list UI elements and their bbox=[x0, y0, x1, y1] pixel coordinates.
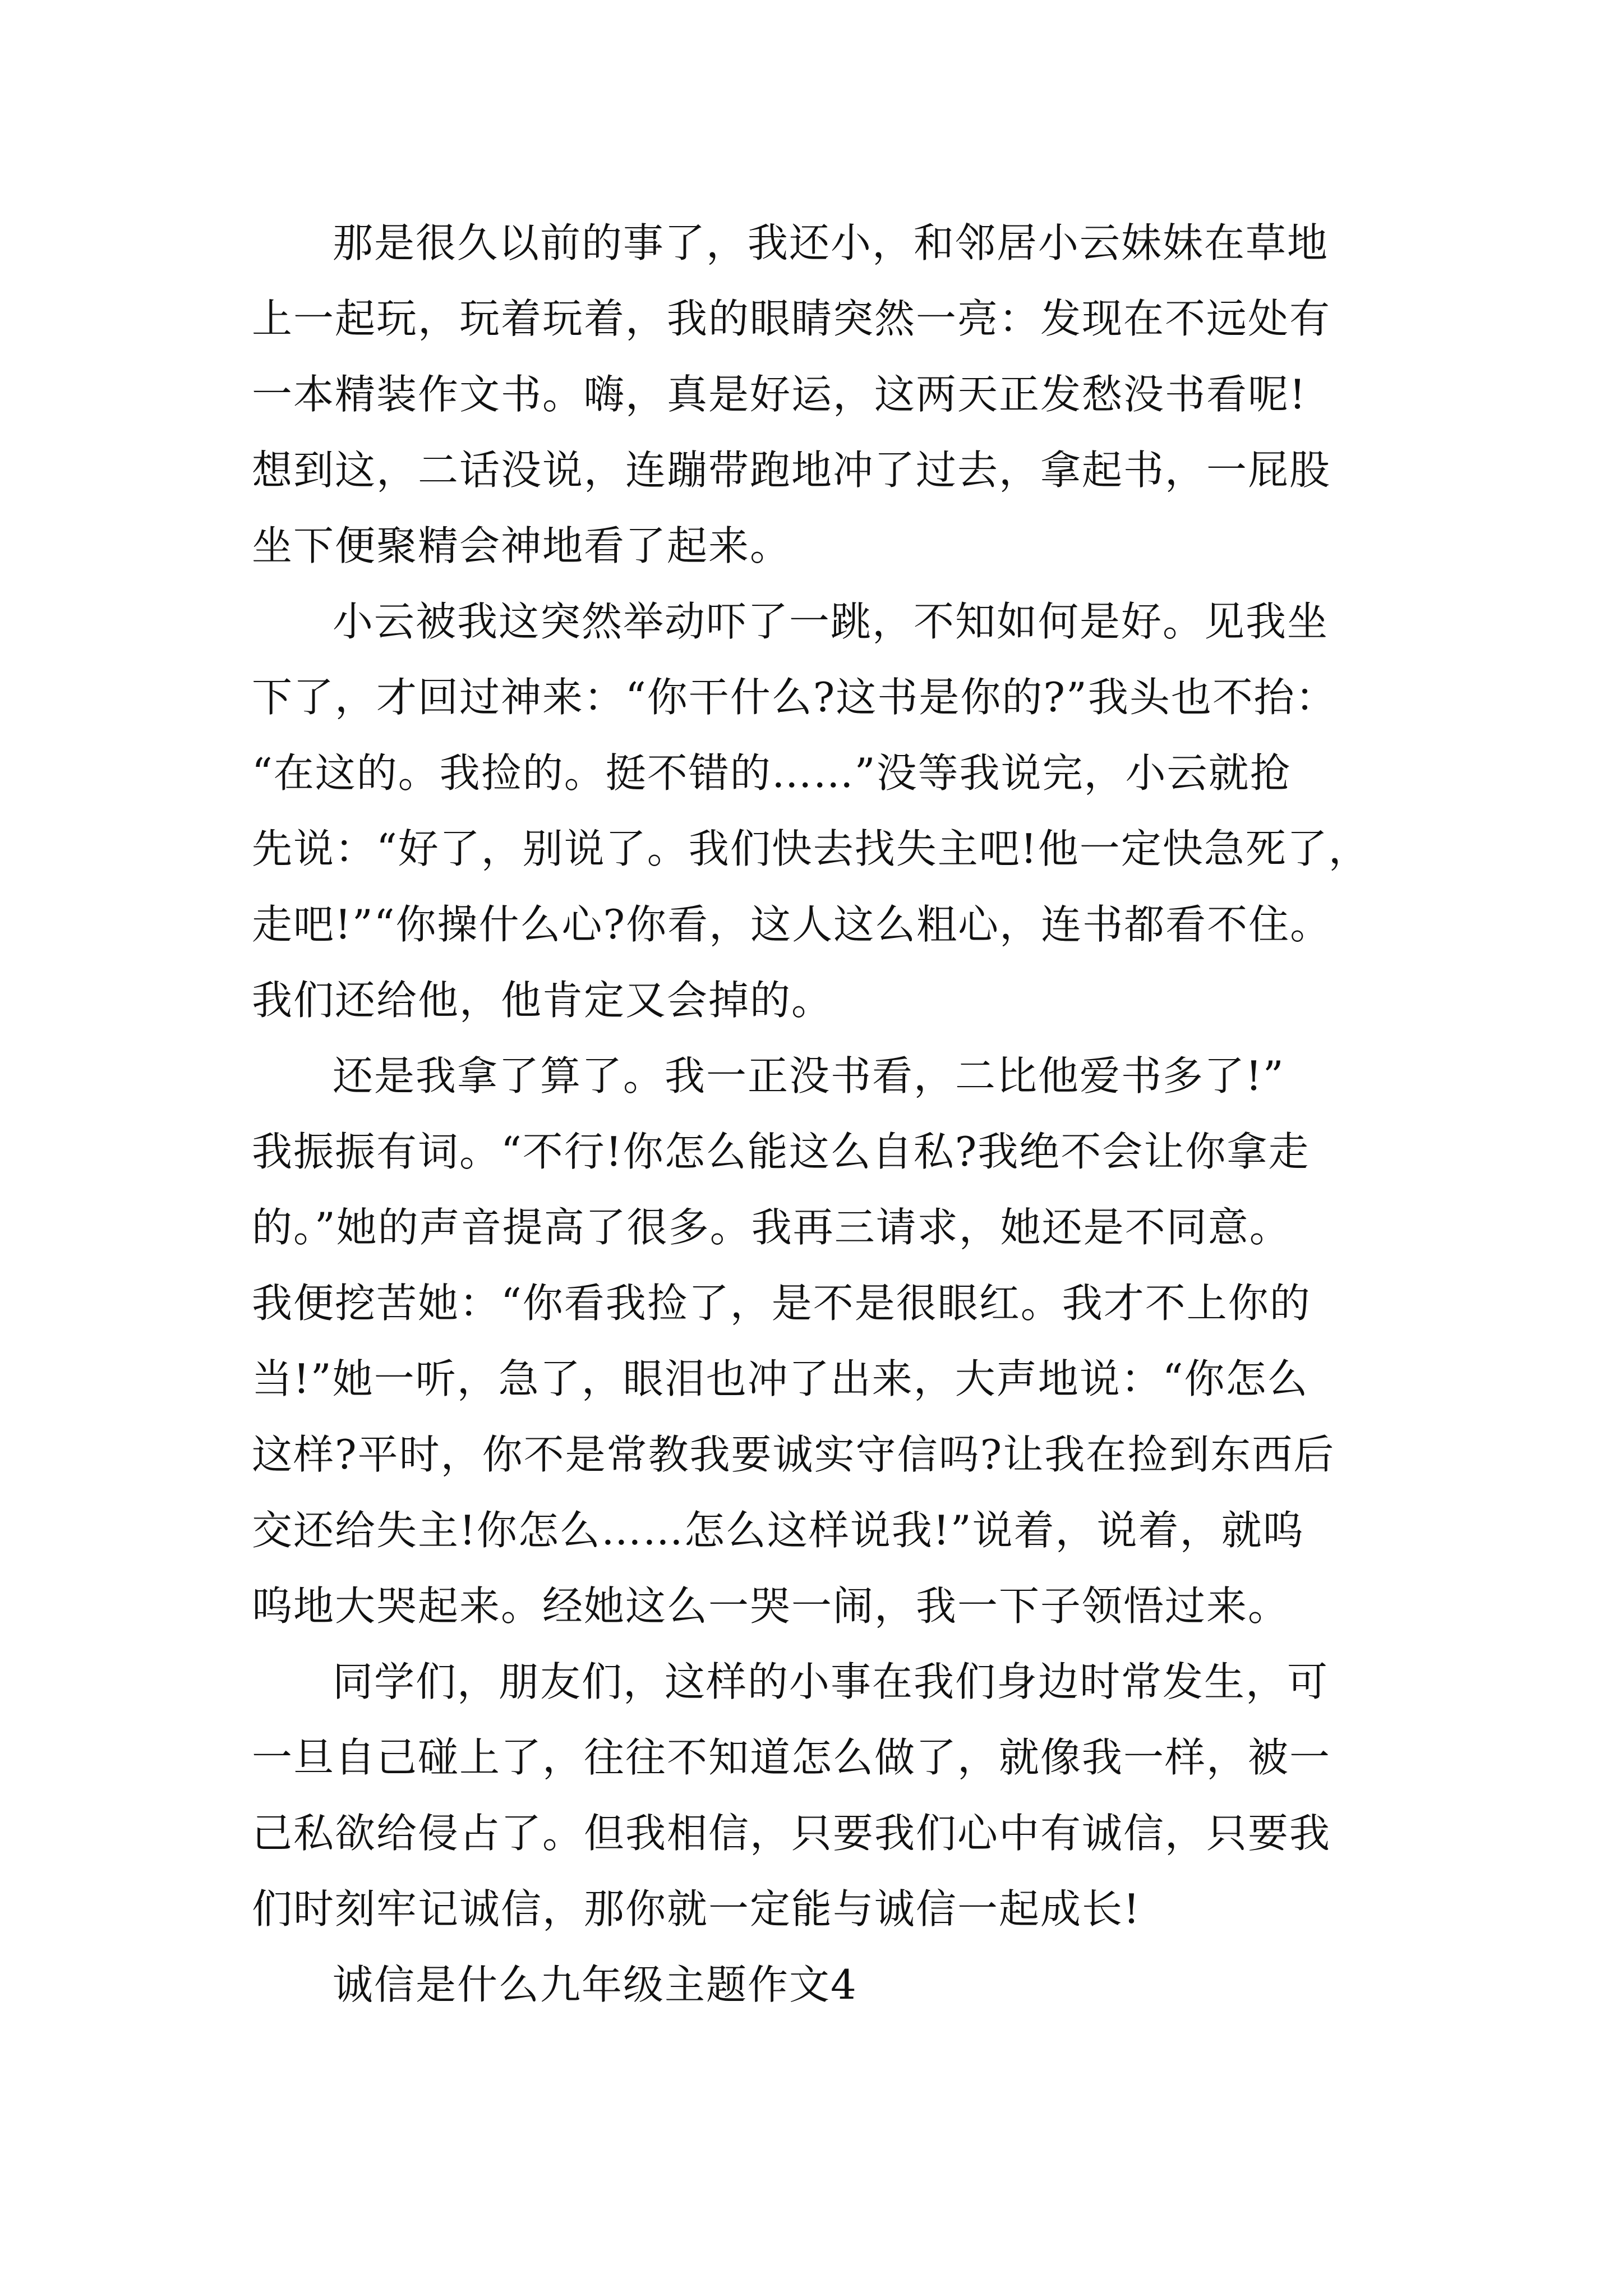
text-line: 想到这，二话没说，连蹦带跑地冲了过去，拿起书，一屁股 bbox=[252, 447, 1331, 494]
section-title: 诚信是什么九年级主题作文4 bbox=[333, 1961, 857, 2008]
text-line: 一旦自己碰上了，往往不知道怎么做了，就像我一样，被一 bbox=[252, 1734, 1331, 1781]
text-line: 我便挖苦她：“你看我捡了，是不是很眼红。我才不上你的 bbox=[252, 1280, 1311, 1327]
text-line: 先说：“好了，别说了。我们快去找失主吧!他一定快急死了， bbox=[252, 825, 1370, 872]
text-line: 走吧!”“你操什么心?你看，这人这么粗心，连书都看不住。 bbox=[252, 901, 1332, 948]
text-line: 还是我拿了算了。我一正没书看，二比他爱书多了!” bbox=[333, 1052, 1285, 1099]
text-line: 坐下便聚精会神地看了起来。 bbox=[252, 522, 792, 569]
text-line: 当!”她一听，急了，眼泪也冲了出来，大声地说：“你怎么 bbox=[252, 1355, 1309, 1402]
text-line: 我们还给他，他肯定又会掉的。 bbox=[252, 977, 833, 1024]
text-line: 的。”她的声音提高了很多。我再三请求，她还是不同意。 bbox=[252, 1204, 1291, 1251]
text-line: 小云被我这突然举动吓了一跳，不知如何是好。见我坐 bbox=[333, 598, 1329, 645]
text-line: 下了，才回过神来：“你干什么?这书是你的?”我头也不抬： bbox=[252, 674, 1337, 721]
text-line: 这样?平时，你不是常教我要诚实守信吗?让我在捡到东西后 bbox=[252, 1431, 1335, 1478]
text-line: 己私欲给侵占了。但我相信，只要我们心中有诚信，只要我 bbox=[252, 1810, 1331, 1857]
text-line: 们时刻牢记诚信，那你就一定能与诚信一起成长! bbox=[252, 1885, 1141, 1932]
text-line: 交还给失主!你怎么……怎么这样说我!”说着，说着，就呜 bbox=[252, 1507, 1304, 1554]
text-line: 呜地大哭起来。经她这么一哭一闹，我一下子领悟过来。 bbox=[252, 1582, 1290, 1630]
text-line: 上一起玩，玩着玩着，我的眼睛突然一亮：发现在不远处有 bbox=[252, 295, 1331, 342]
text-line: 同学们，朋友们，这样的小事在我们身边时常发生，可 bbox=[333, 1658, 1329, 1705]
text-line: “在这的。我捡的。挺不错的……”没等我说完，小云就抢 bbox=[252, 749, 1292, 797]
text-line: 一本精装作文书。嗨，真是好运，这两天正发愁没书看呢! bbox=[252, 371, 1307, 418]
text-line: 我振振有词。“不行!你怎么能这么自私?我绝不会让你拿走 bbox=[252, 1128, 1310, 1175]
text-line: 那是很久以前的事了，我还小，和邻居小云妹妹在草地 bbox=[333, 219, 1329, 266]
